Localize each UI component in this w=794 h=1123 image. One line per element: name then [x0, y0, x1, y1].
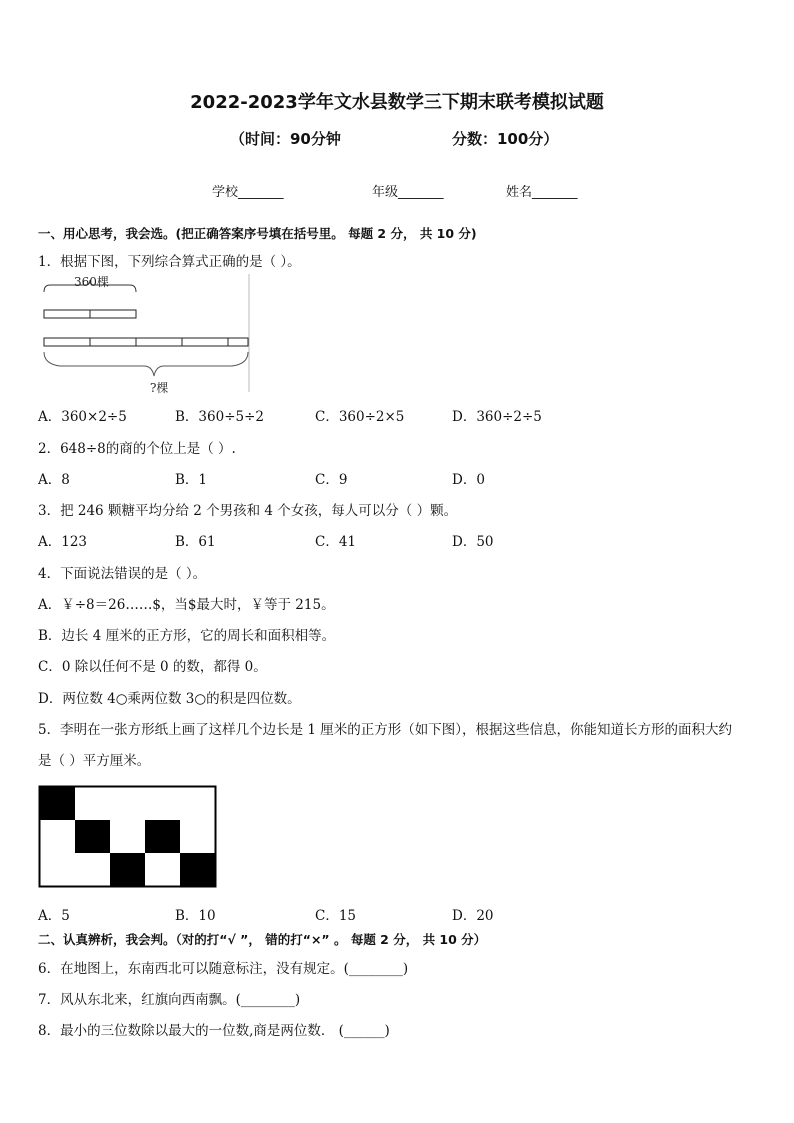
q1-option-a: A．360×2÷5: [38, 409, 127, 425]
section-2-heading: 二、认真辨析，我会判。（对的打“√ ”， 错的打“×” 。 每题 2 分， 共 10 分）: [38, 932, 487, 947]
question-5-line-2: 是（ ）平方厘米。: [38, 753, 151, 769]
question-5-line-1: 5．李明在一张方形纸上画了这样几个边长是 1 厘米的正方形（如下图），根据这些信息，你能知道长方形的面积大约: [38, 722, 733, 738]
unit-square: [145, 820, 180, 853]
q2-option-b: B．1: [175, 472, 208, 488]
long-bar: [44, 338, 248, 346]
name-field: 姓名_______: [506, 185, 578, 200]
exam-score: 分数：100分）: [452, 130, 559, 148]
q1-option-d: D．360÷2÷5: [452, 409, 542, 425]
q3-option-a: A．123: [38, 534, 88, 550]
q1-option-c: C．360÷2×5: [315, 409, 405, 425]
q3-option-b: B．61: [175, 534, 216, 550]
bottom-label: ?棵: [150, 381, 169, 395]
q1-option-b: B．360÷5÷2: [175, 409, 264, 425]
unit-square: [180, 853, 215, 886]
grade-field: 年级_______: [372, 185, 444, 200]
q3-option-c: C．41: [315, 534, 357, 550]
q5-option-b: B．10: [175, 908, 216, 924]
question-6: 6．在地图上，东南西北可以随意标注，没有规定。(________): [38, 961, 409, 977]
unit-square: [75, 820, 110, 853]
q2-option-d: D．0: [452, 472, 485, 488]
question-3: 3．把 246 颗糖平均分给 2 个男孩和 4 个女孩，每人可以分（ ）颗。: [38, 503, 458, 519]
q2-option-c: C．9: [315, 472, 348, 488]
q4-option-d: D．两位数 4○乘两位数 3○的积是四位数。: [38, 691, 301, 707]
q3-option-d: D．50: [452, 534, 494, 550]
unit-square: [110, 853, 145, 886]
school-field: 学校_______: [212, 185, 284, 200]
q2-option-a: A．8: [38, 472, 70, 488]
q1-bar-diagram: [36, 272, 252, 396]
bottom-brace: [44, 352, 248, 376]
question-7: 7．风从东北来，红旗向西南飘。(________): [38, 992, 301, 1008]
question-4: 4．下面说法错误的是（ ）。: [38, 566, 207, 582]
q4-option-a: A．￥÷8＝26……$，当$最大时，￥等于 215。: [38, 597, 335, 613]
q5-option-c: C．15: [315, 908, 357, 924]
section-1-heading: 一、用心思考，我会选。(把正确答案序号填在括号里。 每题 2 分， 共 10 分): [38, 226, 477, 241]
question-8: 8．最小的三位数除以最大的一位数,商是两位数． (______): [38, 1023, 390, 1039]
q5-rectangle-figure: [38, 785, 220, 889]
q4-option-c: C．0 除以任何不是 0 的数，都得 0。: [38, 659, 267, 675]
q5-option-a: A．5: [38, 908, 70, 924]
page-title: 2022-2023学年文水县数学三下期末联考模拟试题: [190, 92, 604, 113]
question-2: 2．648÷8的商的个位上是（ ）.: [38, 441, 236, 457]
question-1: 1．根据下图，下列综合算式正确的是（ ）。: [38, 254, 301, 270]
q5-option-d: D．20: [452, 908, 494, 924]
top-label: 360棵: [74, 275, 109, 289]
exam-time: （时间：90分钟: [230, 130, 341, 148]
unit-square: [40, 787, 75, 820]
q4-option-b: B．边长 4 厘米的正方形，它的周长和面积相等。: [38, 628, 336, 644]
